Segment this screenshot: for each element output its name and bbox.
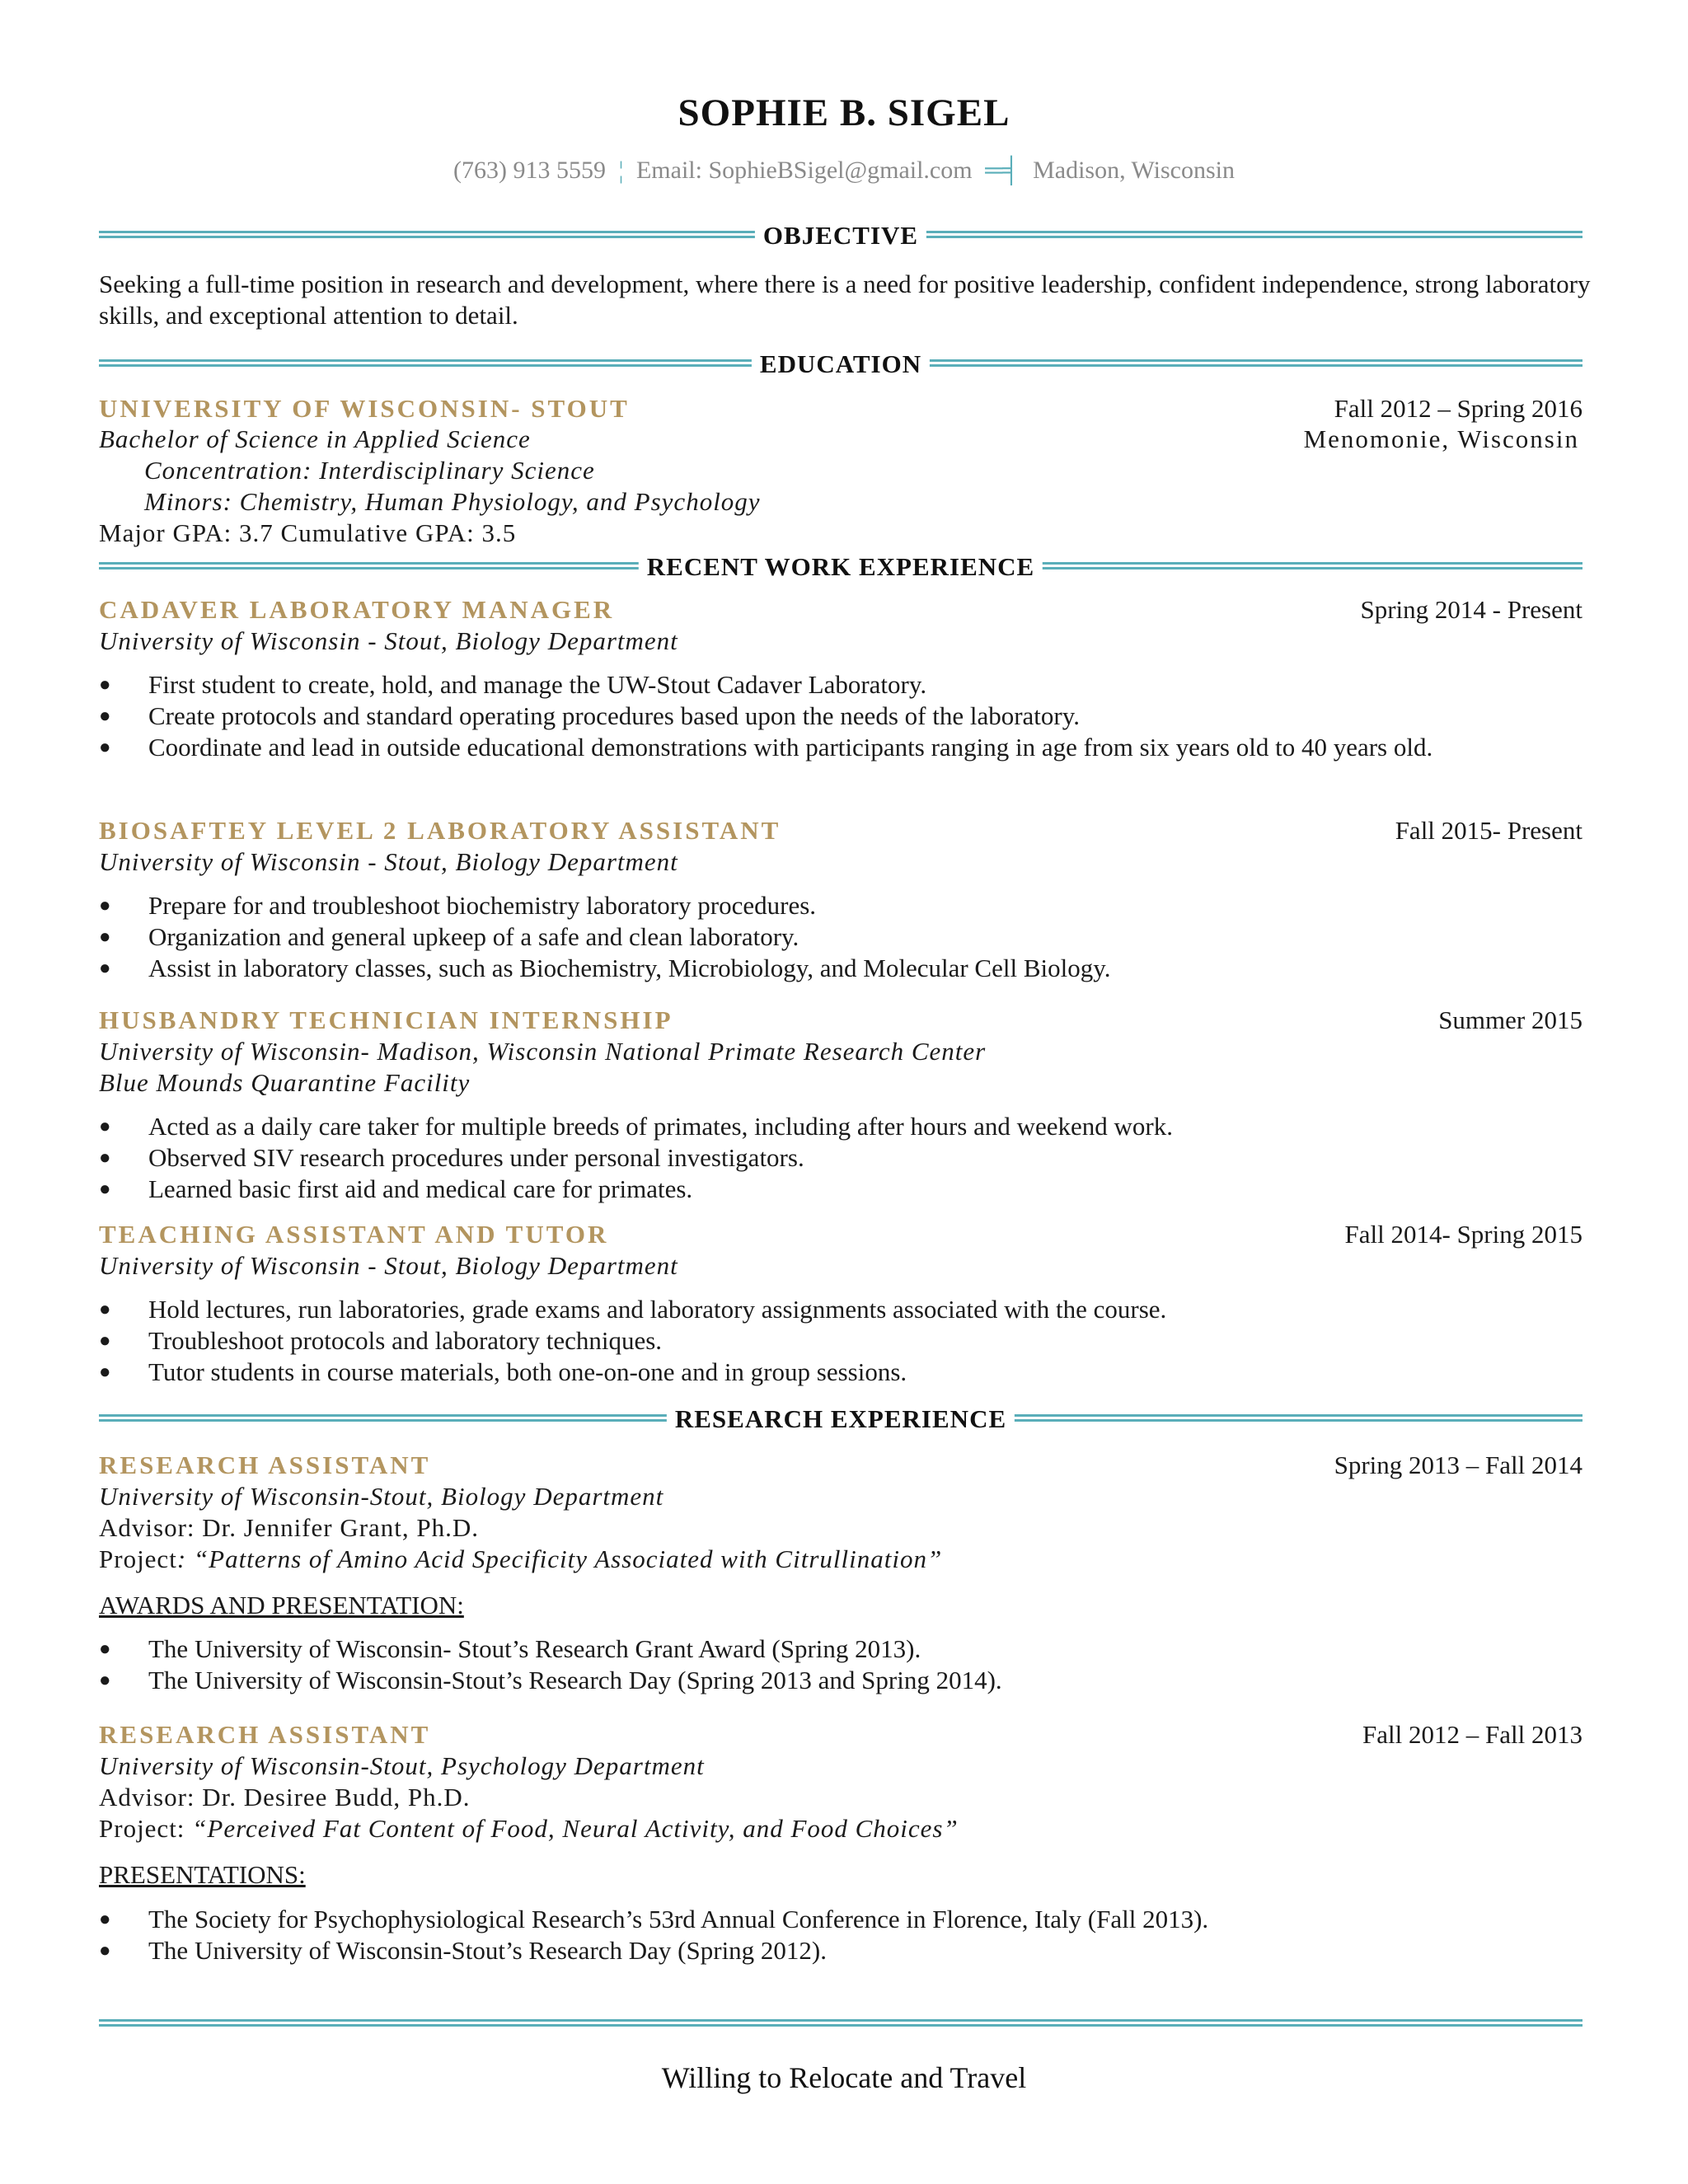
job-organization: University of Wisconsin- Madison, Wisconsin National Primate Research Center — [99, 1037, 987, 1066]
separator-icon: ¦ — [618, 157, 624, 184]
section-title-education: EDUCATION — [752, 346, 930, 382]
school-name: UNIVERSITY OF WISCONSIN- STOUT — [99, 394, 630, 423]
job-title: RESEARCH ASSISTANT — [99, 1451, 431, 1479]
home-location: Madison, Wisconsin — [1033, 157, 1236, 184]
contact-line — [0, 157, 1688, 185]
bullet-icon: ● — [99, 895, 111, 916]
job-organization-facility: Blue Mounds Quarantine Facility — [99, 1068, 471, 1097]
list-item: ● Coordinate and lead in outside educational demonstrations with participants ranging in age from six years old to 40 years old. — [99, 733, 1433, 762]
divider-line — [99, 2019, 1582, 2027]
job-title: RESEARCH ASSISTANT — [99, 1720, 431, 1749]
school-location: Menomonie, Wisconsin — [1303, 424, 1579, 453]
presentations-bullets — [99, 1904, 1500, 1966]
job-organization: University of Wisconsin-Stout, Biology Department — [99, 1482, 664, 1511]
bullet-icon: ● — [99, 1909, 111, 1930]
bullet-icon: ● — [99, 1116, 111, 1137]
bullet-icon: ● — [99, 1330, 111, 1352]
footer-note: Willing to Relocate and Travel — [661, 2061, 1027, 2094]
section-divider-work — [99, 549, 1582, 585]
list-item: ● The University of Wisconsin- Stout’s Research Grant Award (Spring 2013). — [99, 1634, 921, 1663]
bullet-icon: ● — [99, 1147, 111, 1169]
separator-icon: ═╡ — [985, 157, 1020, 184]
job-dates: Spring 2013 – Fall 2014 — [1334, 1451, 1582, 1479]
list-item: ● Learned basic first aid and medical care for primates. — [99, 1174, 693, 1203]
section-title-research: RESEARCH EXPERIENCE — [667, 1401, 1015, 1437]
bullet-icon: ● — [99, 737, 111, 758]
section-divider-objective — [99, 218, 1582, 254]
section-title-work: RECENT WORK EXPERIENCE — [639, 549, 1043, 585]
job-dates: Fall 2012 – Fall 2013 — [1362, 1720, 1582, 1749]
advisor: Advisor: Dr. Desiree Budd, Ph.D. — [99, 1783, 471, 1811]
list-item: ● Assist in laboratory classes, such as Biochemistry, Microbiology, and Molecular Cell Biology. — [99, 954, 1111, 982]
job-dates: Summer 2015 — [1438, 1005, 1582, 1034]
phone-number: (763) 913 5559 — [452, 157, 606, 184]
job-bullets — [99, 669, 1500, 763]
bullet-icon: ● — [99, 1940, 111, 1961]
job-organization: University of Wisconsin - Stout, Biology Department — [99, 847, 678, 876]
job-title: BIOSAFTEY LEVEL 2 LABORATORY ASSISTANT — [99, 816, 781, 845]
minors: Minors: Chemistry, Human Physiology, and Psychology — [144, 487, 761, 516]
section-divider-research — [99, 1401, 1582, 1437]
list-item: ● The Society for Psychophysiological Research’s 53rd Annual Conference in Florence, Italy (Fall 2013). — [99, 1905, 1209, 1933]
bullet-icon: ● — [99, 705, 111, 727]
job-dates: Spring 2014 - Present — [1360, 595, 1582, 624]
list-item: ● Hold lectures, run laboratories, grade exams and laboratory assignments associated with the course. — [99, 1295, 1167, 1324]
project: Project: “Perceived Fat Content of Food, Neural Activity, and Food Choices” — [99, 1814, 959, 1843]
list-item: ● The University of Wisconsin-Stout’s Research Day (Spring 2012). — [99, 1936, 827, 1965]
job-bullets — [99, 1111, 1500, 1205]
job-bullets — [99, 890, 1500, 984]
bullet-icon: ● — [99, 1179, 111, 1200]
section-divider-education — [99, 346, 1582, 382]
job-title: TEACHING ASSISTANT AND TUTOR — [99, 1220, 609, 1249]
education-dates: Fall 2012 – Spring 2016 — [1334, 394, 1582, 423]
list-item: ● Acted as a daily care taker for multiple breeds of primates, including after hours and weekend work. — [99, 1112, 1173, 1141]
job-organization: University of Wisconsin - Stout, Biology Department — [99, 1251, 678, 1280]
bullet-icon: ● — [99, 1361, 111, 1383]
concentration: Concentration: Interdisciplinary Science — [144, 456, 595, 485]
list-item: ● Tutor students in course materials, both one-on-one and in group sessions. — [99, 1357, 907, 1386]
list-item: ● The University of Wisconsin-Stout’s Research Day (Spring 2013 and Spring 2014). — [99, 1666, 1002, 1694]
bullet-icon: ● — [99, 1670, 111, 1691]
job-organization: University of Wisconsin-Stout, Psychology Department — [99, 1751, 705, 1780]
job-dates: Fall 2015- Present — [1395, 816, 1582, 845]
email-address: Email: SophieBSigel@gmail.com — [635, 157, 973, 184]
list-item: ● Troubleshoot protocols and laboratory techniques. — [99, 1326, 663, 1355]
job-title: HUSBANDRY TECHNICIAN INTERNSHIP — [99, 1005, 673, 1034]
job-dates: Fall 2014- Spring 2015 — [1344, 1220, 1582, 1249]
list-item: ● Prepare for and troubleshoot biochemistry laboratory procedures. — [99, 891, 817, 920]
list-item: ● Organization and general upkeep of a safe and clean laboratory. — [99, 922, 799, 951]
bullet-icon: ● — [99, 926, 111, 948]
project: Project: “Patterns of Amino Acid Specificity Associated with Citrullination” — [99, 1544, 943, 1573]
list-item: ● Create protocols and standard operating procedures based upon the needs of the laboratory. — [99, 701, 1080, 730]
degree: Bachelor of Science in Applied Science — [99, 424, 531, 453]
advisor: Advisor: Dr. Jennifer Grant, Ph.D. — [99, 1513, 480, 1542]
job-bullets — [99, 1294, 1500, 1388]
candidate-name: SOPHIE B. SIGEL — [678, 91, 1010, 134]
list-item: ● First student to create, hold, and manage the UW-Stout Cadaver Laboratory. — [99, 670, 927, 699]
job-title: CADAVER LABORATORY MANAGER — [99, 595, 615, 624]
list-item: ● Observed SIV research procedures under personal investigators. — [99, 1143, 804, 1172]
gpa: Major GPA: 3.7 Cumulative GPA: 3.5 — [99, 518, 517, 547]
job-organization: University of Wisconsin - Stout, Biology Department — [99, 626, 678, 655]
list-heading: PRESENTATIONS: — [99, 1860, 306, 1889]
list-heading: AWARDS AND PRESENTATION: — [99, 1591, 464, 1619]
bullet-icon: ● — [99, 674, 111, 696]
bullet-icon: ● — [99, 1299, 111, 1320]
bullet-icon: ● — [99, 1638, 111, 1660]
footer-divider — [99, 2006, 1582, 2042]
bullet-icon: ● — [99, 958, 111, 979]
awards-bullets — [99, 1633, 1500, 1696]
section-title-objective: OBJECTIVE — [755, 218, 926, 254]
objective-text: Seeking a full-time position in research and development, where there is a need for positive leadership, confident independence, strong laboratory skills, and exceptional attention to detail. — [99, 269, 1591, 330]
